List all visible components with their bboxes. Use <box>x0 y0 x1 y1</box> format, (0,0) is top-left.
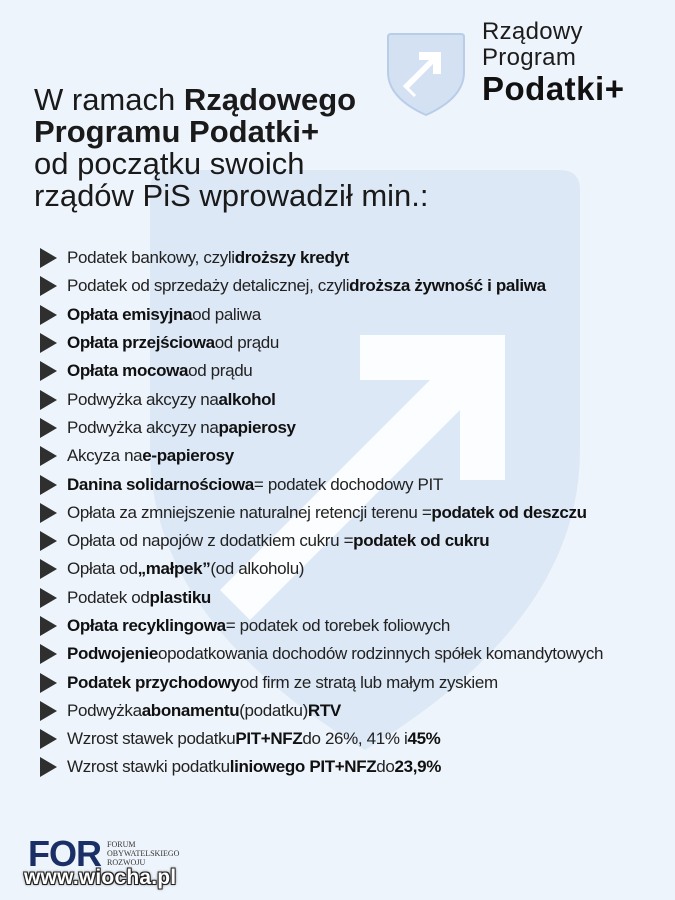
triangle-bullet-icon <box>40 729 57 749</box>
list-item: Opłata mocowa od prądu <box>40 357 603 385</box>
list-item: Opłata recyklingowa = podatek od torebek foliowych <box>40 612 603 640</box>
headline-line-2 <box>34 116 429 148</box>
list-item: Akcyza na e-papierosy <box>40 442 603 470</box>
triangle-bullet-icon <box>40 701 57 721</box>
list-item: Opłata za zmniejszenie naturalnej retencji terenu = podatek od deszczu <box>40 499 603 527</box>
list-item: Podatek bankowy, czyli droższy kredyt <box>40 244 603 272</box>
triangle-bullet-icon <box>40 361 57 381</box>
headline-line-3: od początku swoich <box>34 146 305 181</box>
triangle-bullet-icon <box>40 446 57 466</box>
headline-line-4: rządów PiS wprowadził min.: <box>34 178 429 213</box>
brand-line-1: Rządowy <box>482 18 583 45</box>
list-item: Podatek od plastiku <box>40 584 603 612</box>
list-item: Wzrost stawki podatku liniowego PIT+NFZ do 23,9% <box>40 753 603 781</box>
headline-line-1 <box>34 84 429 116</box>
brand-name: Podatki+ <box>482 70 625 107</box>
triangle-bullet-icon <box>40 418 57 438</box>
triangle-bullet-icon <box>40 616 57 636</box>
triangle-bullet-icon <box>40 305 57 325</box>
triangle-bullet-icon <box>40 644 57 664</box>
triangle-bullet-icon <box>40 757 57 777</box>
list-item: Podatek przychodowy od firm ze stratą lub małym zyskiem <box>40 668 603 696</box>
list-item: Danina solidarnościowa = podatek dochodowy PIT <box>40 470 603 498</box>
headline-bold: Programu Podatki+ <box>34 114 320 149</box>
triangle-bullet-icon <box>40 276 57 296</box>
for-logo-mark: FOR <box>28 833 101 874</box>
triangle-bullet-icon <box>40 531 57 551</box>
list-item: Opłata emisyjna od paliwa <box>40 301 603 329</box>
headline <box>34 84 429 212</box>
triangle-bullet-icon <box>40 559 57 579</box>
triangle-bullet-icon <box>40 333 57 353</box>
list-item: Opłata przejściowa od prądu <box>40 329 603 357</box>
list-item: Podwojenie opodatkowania dochodów rodzinnych spółek komandytowych <box>40 640 603 668</box>
program-brand <box>482 20 624 105</box>
tax-list <box>40 244 603 782</box>
brand-line-2: Program <box>482 44 577 71</box>
triangle-bullet-icon <box>40 588 57 608</box>
for-logo-text: FORUM OBYWATELSKIEGO ROZWOJU <box>107 840 180 867</box>
list-item: Podwyżka akcyzy na papierosy <box>40 414 603 442</box>
watermark: www.wiocha.pl <box>24 866 177 889</box>
list-item: Podwyżka akcyzy na alkohol <box>40 385 603 413</box>
triangle-bullet-icon <box>40 390 57 410</box>
triangle-bullet-icon <box>40 248 57 268</box>
triangle-bullet-icon <box>40 475 57 495</box>
headline-bold: Rządowego <box>183 82 357 117</box>
triangle-bullet-icon <box>40 673 57 693</box>
list-item: Opłata od napojów z dodatkiem cukru = podatek od cukru <box>40 527 603 555</box>
triangle-bullet-icon <box>40 503 57 523</box>
headline-text: W ramach <box>34 82 184 117</box>
list-item: Podatek od sprzedaży detalicznej, czyli droższa żywność i paliwa <box>40 272 603 300</box>
list-item: Opłata od „małpek” (od alkoholu) <box>40 555 603 583</box>
list-item: Wzrost stawek podatku PIT+NFZ do 26%, 41% i 45% <box>40 725 603 753</box>
list-item: Podwyżka abonamentu (podatku) RTV <box>40 697 603 725</box>
